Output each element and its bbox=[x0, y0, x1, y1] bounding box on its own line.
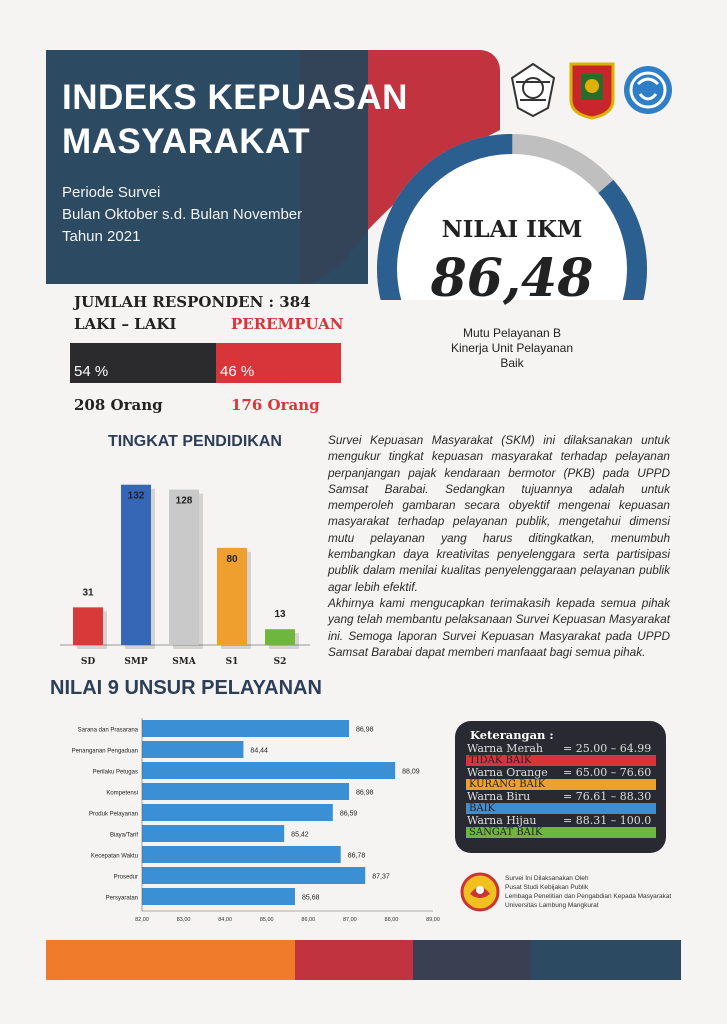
male-percent: 54 % bbox=[74, 363, 109, 380]
unsur-bar bbox=[142, 741, 243, 758]
unsur-tick-label: 86,00 bbox=[301, 917, 316, 923]
unsur-value-label: 87,37 bbox=[372, 873, 390, 881]
description-paragraph-1: Survei Kepuasan Masyarakat (SKM) ini dilaksanakan untuk mengukur tingkat kepuasan masyarakat terhadap pelayanan perpanjangan pajak kendaraan bermotor (PKB) pada UPPD Samsat Barabai. Sedangkan tujuannya adalah untuk memperoleh gambaran secara obyektif mengenai kepuasan masyarakat terhadap pelayanan publik, mengetahui dimensi mutu pelayanan yang harus ditingkatkan, menumbuh kembangkan daya kreativitas penyelenggara serta partisipasi publik dalam menilai kualitas penyelenggaraan pelayanan publik agar lebih efektif. bbox=[328, 433, 670, 594]
edu-bar bbox=[265, 629, 295, 645]
unsur-tick-label: 83,00 bbox=[176, 917, 191, 923]
unsur-value-label: 86,78 bbox=[347, 852, 366, 860]
unsur-category-label: Sarana dan Prasarana bbox=[77, 727, 138, 734]
unsur-bar bbox=[142, 825, 284, 842]
police-emblem-icon bbox=[508, 60, 558, 120]
legend-range: = 88.31 – 100.0 bbox=[563, 814, 652, 827]
unsur-value-label: 86,98 bbox=[356, 726, 374, 734]
pendidikan-chart bbox=[55, 455, 315, 670]
edu-category-label: SMA bbox=[172, 657, 196, 667]
unsur-value-label: 85,68 bbox=[301, 894, 320, 902]
unsur-category-label: Biaya/Tarif bbox=[109, 832, 138, 839]
footer-stripe-navy bbox=[531, 940, 681, 980]
legend-color-name: Warna Merah bbox=[467, 742, 543, 755]
unsur-bar bbox=[142, 720, 349, 737]
legend-band: KURANG BAIK bbox=[466, 779, 656, 790]
ulm-seal-icon bbox=[460, 872, 500, 912]
unsur-value-label: 88,09 bbox=[402, 768, 420, 776]
unsur-bar bbox=[142, 846, 341, 863]
unsur-tick-label: 87,00 bbox=[342, 917, 357, 923]
title-line2: MASYARAKAT bbox=[62, 122, 311, 161]
unsur-bar bbox=[142, 762, 395, 779]
unsur-value-label: 85,42 bbox=[291, 831, 309, 839]
period-line3: Tahun 2021 bbox=[62, 228, 141, 245]
legend-color-name: Warna Biru bbox=[467, 790, 531, 803]
ikm-rating: Baik bbox=[500, 356, 524, 370]
title-line1: INDEKS KEPUASAN bbox=[62, 78, 408, 117]
credit-line2: Pusat Studi Kebijakan Publik bbox=[505, 884, 589, 891]
legend-range: = 25.00 – 64.99 bbox=[563, 742, 652, 755]
footer-stripe-orange bbox=[46, 940, 295, 980]
female-count: 176 Orang bbox=[231, 396, 320, 414]
edu-value-label: 80 bbox=[226, 553, 238, 565]
ikm-label: NILAI IKM bbox=[441, 216, 583, 243]
unsur-category-label: Penanganan Pengaduan bbox=[71, 748, 138, 755]
unsur-tick-label: 82,00 bbox=[135, 917, 149, 923]
unsur-category-label: Kecepatan Waktu bbox=[90, 853, 138, 860]
legend-range: = 65.00 – 76.60 bbox=[563, 766, 652, 779]
unsur-chart bbox=[50, 715, 450, 925]
legend-title: Keterangan : bbox=[470, 728, 554, 742]
female-label: PEREMPUAN bbox=[231, 315, 344, 333]
edu-value-label: 31 bbox=[82, 587, 94, 599]
edu-value-label: 132 bbox=[127, 490, 145, 502]
edu-bar bbox=[73, 607, 103, 645]
unsur-tick-label: 88,00 bbox=[384, 917, 399, 923]
legend-band: TIDAK BAIK bbox=[466, 755, 656, 766]
unsur-tick-label: 85,00 bbox=[259, 917, 274, 923]
description-text bbox=[328, 432, 670, 660]
ikm-value: 86,48 bbox=[430, 248, 594, 309]
credit-line4: Universitas Lambung Mangkurat bbox=[505, 902, 599, 909]
unsur-value-label: 86,59 bbox=[339, 810, 358, 818]
legend-band: BAIK bbox=[466, 803, 656, 814]
male-label: LAKI – LAKI bbox=[74, 315, 177, 333]
unsur-title: NILAI 9 UNSUR PELAYANAN bbox=[50, 677, 322, 699]
legend-color-name: Warna Hijau bbox=[467, 814, 537, 827]
respondent-total: JUMLAH RESPONDEN : 384 bbox=[74, 293, 311, 311]
ikm-performance: Kinerja Unit Pelayanan bbox=[450, 341, 574, 355]
unsur-bar bbox=[142, 867, 365, 884]
unsur-tick-label: 84,00 bbox=[218, 917, 233, 923]
edu-value-label: 128 bbox=[175, 495, 193, 507]
description-paragraph-2: Akhirnya kami mengucapkan terimakasih kepada semua pihak yang telah membantu pelaksanaan Survei Kepuasan Masyarakat ini. Semoga laporan Survei Kepuasan Masyarakat pada UPPD Samsat Barabai dapat memberi manfaaat bagi semua pihak. bbox=[328, 595, 670, 659]
legend-color-name: Warna Orange bbox=[467, 766, 548, 779]
credit-line3: Lembaga Penelitian dan Pengabdian Kepada Masyarakat bbox=[505, 893, 672, 900]
edu-category-label: SMP bbox=[124, 657, 148, 667]
unsur-category-label: Produk Pelayanan bbox=[88, 811, 138, 818]
unsur-category-label: Kompetensi bbox=[106, 790, 138, 797]
edu-value-label: 13 bbox=[274, 609, 286, 621]
edu-category-label: S2 bbox=[273, 657, 287, 667]
period-line1: Periode Survei bbox=[62, 184, 161, 201]
unsur-value-label: 86,98 bbox=[356, 789, 374, 797]
unsur-tick-label: 89,00 bbox=[426, 917, 440, 923]
pendidikan-title: TINGKAT PENDIDIKAN bbox=[108, 433, 282, 450]
legend-range: = 76.61 – 88.30 bbox=[563, 790, 652, 803]
unsur-category-label: Perilaku Petugas bbox=[92, 769, 138, 776]
unsur-category-label: Prosedur bbox=[113, 874, 138, 881]
footer-stripe-dark bbox=[413, 940, 531, 980]
edu-category-label: SD bbox=[80, 657, 96, 667]
survey-period bbox=[62, 182, 302, 248]
legend-band: SANGAT BAIK bbox=[466, 827, 656, 838]
edu-category-label: S1 bbox=[225, 657, 239, 667]
female-percent: 46 % bbox=[220, 363, 255, 380]
unsur-category-label: Persyaratan bbox=[105, 895, 138, 902]
credit-line1: Survei Ini Dilaksanakan Oleh bbox=[505, 875, 589, 882]
regency-crest-icon bbox=[567, 60, 617, 120]
jasa-raharja-logo-icon bbox=[622, 60, 674, 120]
page-title bbox=[62, 76, 408, 164]
ikm-quality: Mutu Pelayanan B bbox=[462, 326, 562, 340]
edu-bar bbox=[121, 485, 151, 645]
unsur-bar bbox=[142, 804, 333, 821]
unsur-bar bbox=[142, 783, 349, 800]
edu-bar bbox=[169, 490, 199, 645]
footer-stripe-red bbox=[295, 940, 413, 980]
unsur-bar bbox=[142, 888, 295, 905]
credit-text bbox=[505, 874, 671, 910]
unsur-value-label: 84,44 bbox=[250, 747, 268, 755]
male-count: 208 Orang bbox=[74, 396, 163, 414]
period-line2: Bulan Oktober s.d. Bulan November bbox=[62, 206, 303, 223]
